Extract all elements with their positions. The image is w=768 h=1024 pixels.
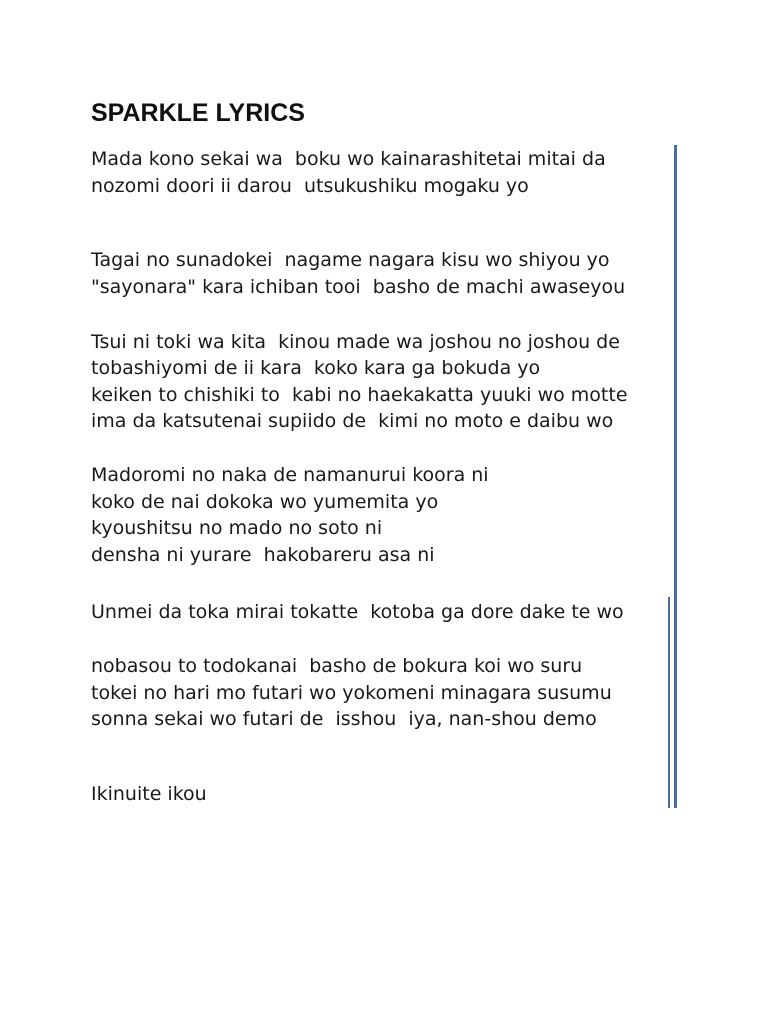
margin-rule-inner (668, 597, 670, 808)
lyric-line: Mada kono sekai wa boku wo kainarashitetai mitai da (91, 148, 606, 170)
lyric-line: nozomi doori ii darou utsukushiku mogaku yo (91, 175, 529, 197)
lyric-line: keiken to chishiki to kabi no haekakatta yuuki wo motte (91, 384, 628, 406)
lyric-line: tobashiyomi de ii kara koko kara ga bokuda yo (91, 357, 541, 379)
lyric-line: densha ni yurare hakobareru asa ni (91, 544, 435, 566)
lyric-line: koko de nai dokoka wo yumemita yo (91, 491, 439, 513)
lyric-line: tokei no hari mo futari wo yokomeni minagara susumu (91, 682, 612, 704)
lyric-line: sonna sekai wo futari de isshou iya, nan-shou demo (91, 708, 597, 730)
lyric-line: nobasou to todokanai basho de bokura koi wo suru (91, 655, 583, 677)
lyric-line: Ikinuite ikou (91, 783, 207, 805)
page-title: SPARKLE LYRICS (91, 99, 305, 127)
lyric-line: kyoushitsu no mado no soto ni (91, 517, 383, 539)
lyric-line: Unmei da toka mirai tokatte kotoba ga dore dake te wo (91, 601, 624, 623)
lyric-line: Tagai no sunadokei nagame nagara kisu wo shiyou yo (91, 249, 610, 271)
lyric-line: Madoromi no naka de namanurui koora ni (91, 464, 489, 486)
lyric-line: "sayonara" kara ichiban tooi basho de machi awaseyou (91, 276, 626, 298)
margin-rule (674, 145, 677, 808)
lyric-line: ima da katsutenai supiido de kimi no moto e daibu wo (91, 410, 614, 432)
lyric-line: Tsui ni toki wa kita kinou made wa joshou no joshou de (91, 331, 620, 353)
